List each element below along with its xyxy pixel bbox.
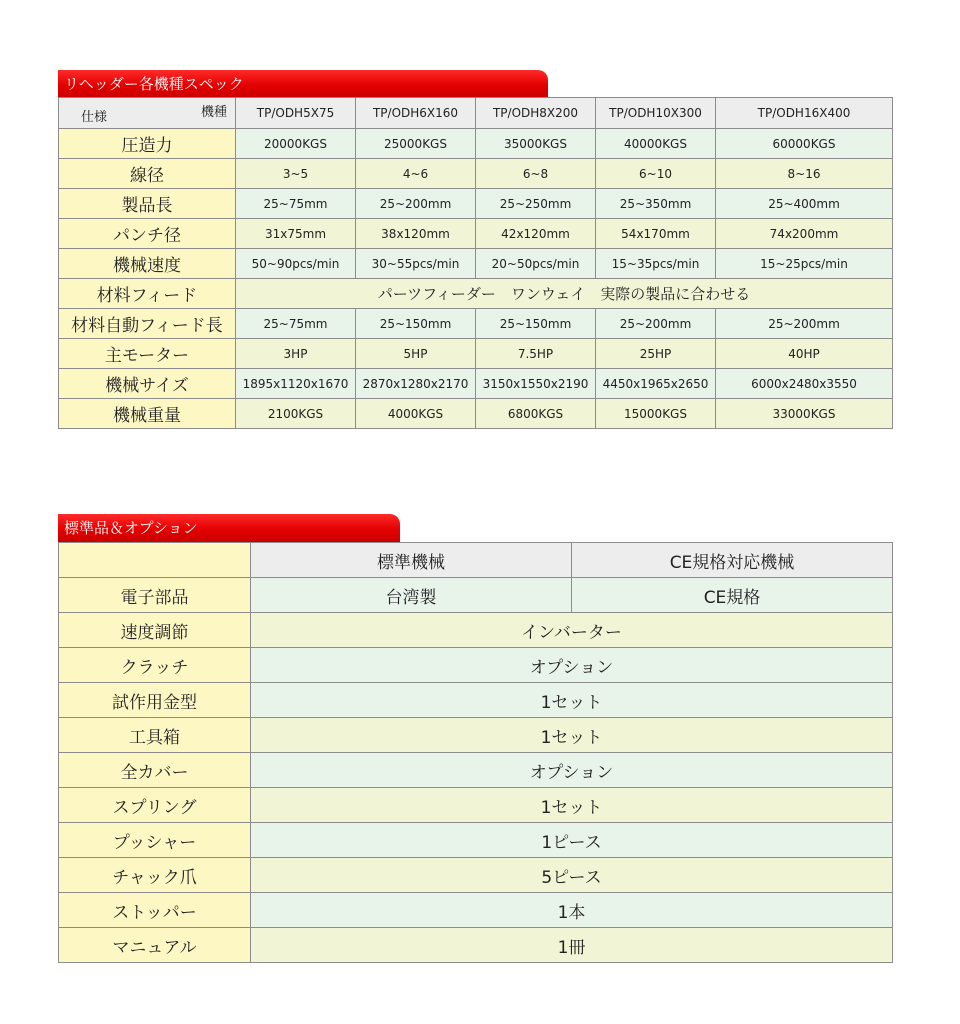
spec-cell: 25~200mm [596,309,716,339]
options-row-label: クラッチ [59,648,251,683]
spec-cell: 6~8 [476,159,596,189]
options-cell: 5ピース [251,858,893,893]
spec-cell: 30~55pcs/min [356,249,476,279]
spec-cell: 3~5 [236,159,356,189]
spec-cell: 2100KGS [236,399,356,429]
spec-cell: 6000x2480x3550 [716,369,893,399]
spec-cell: 5HP [356,339,476,369]
options-cell: 1セット [251,788,893,823]
spec-row [59,249,893,279]
corner-model-label: 機種 [200,105,227,120]
spec-row-label: 材料自動フィード長 [59,309,236,339]
spec-cell: 1895x1120x1670 [236,369,356,399]
spec-cell: 7.5HP [476,339,596,369]
spec-cell: 8~16 [716,159,893,189]
spec-row [59,189,893,219]
spec-row-label: 材料フィード [59,279,236,309]
spec-cell: 25~75mm [236,189,356,219]
spec-row-label: 圧造力 [59,129,236,159]
options-row [59,928,893,963]
spec-row [59,219,893,249]
spec-cell: 40HP [716,339,893,369]
options-header-row [59,543,893,578]
spec-cell: 25~400mm [716,189,893,219]
spec-cell: 25000KGS [356,129,476,159]
options-row [59,788,893,823]
options-cell: 1本 [251,893,893,928]
spec-row [59,369,893,399]
spec-cell: 6800KGS [476,399,596,429]
spec-row-label: 線径 [59,159,236,189]
spec-cell: 25~75mm [236,309,356,339]
options-cell: 1セット [251,683,893,718]
options-row [59,893,893,928]
options-row [59,858,893,893]
options-section-title: 標準品＆オプション [58,514,400,542]
feed-row [59,279,893,309]
options-row [59,823,893,858]
spec-cell: 6~10 [596,159,716,189]
options-cell: 1冊 [251,928,893,963]
spec-cell: 25~200mm [716,309,893,339]
options-row-label: ストッパー [59,893,251,928]
spec-header-row [59,98,893,129]
options-row-label: 全カバー [59,753,251,788]
options-row [59,648,893,683]
spec-cell: 40000KGS [596,129,716,159]
spec-cell: 42x120mm [476,219,596,249]
options-row-label: 工具箱 [59,718,251,753]
spec-cell: 50~90pcs/min [236,249,356,279]
options-cell: CE規格 [572,578,893,613]
options-column-header: CE規格対応機械 [572,543,893,578]
spec-cell: 25~250mm [476,189,596,219]
spec-corner-cell [59,98,236,129]
model-header: TP/ODH16X400 [716,98,893,129]
spec-row-label: 機械速度 [59,249,236,279]
spec-cell: 4450x1965x2650 [596,369,716,399]
options-row [59,753,893,788]
options-row [59,578,893,613]
corner-spec-label: 仕様 [81,110,108,125]
spec-cell: 2870x1280x2170 [356,369,476,399]
spec-row-label: 機械重量 [59,399,236,429]
spec-row [59,159,893,189]
spec-cell: 25~350mm [596,189,716,219]
spec-cell: 60000KGS [716,129,893,159]
options-row-label: 速度調節 [59,613,251,648]
spec-row-label: 主モーター [59,339,236,369]
spec-cell: 25~150mm [476,309,596,339]
options-row-label: プッシャー [59,823,251,858]
spec-cell: 25~200mm [356,189,476,219]
options-cell: オプション [251,753,893,788]
spec-cell: 4~6 [356,159,476,189]
options-row-label: チャック爪 [59,858,251,893]
spec-cell: 54x170mm [596,219,716,249]
model-header: TP/ODH5X75 [236,98,356,129]
spec-row [59,339,893,369]
spec-cell: 38x120mm [356,219,476,249]
options-row-label: 電子部品 [59,578,251,613]
spec-table [58,97,893,429]
feed-cell: パーツフィーダー ワンウェイ 実際の製品に合わせる [236,279,893,309]
options-column-header: 標準機械 [251,543,572,578]
model-header: TP/ODH6X160 [356,98,476,129]
spec-row [59,129,893,159]
options-row-label: スプリング [59,788,251,823]
spec-section-title: リヘッダー各機種スペック [58,70,548,98]
spec-cell: 25~150mm [356,309,476,339]
spec-cell: 15~35pcs/min [596,249,716,279]
spec-cell: 4000KGS [356,399,476,429]
options-row [59,613,893,648]
spec-cell: 35000KGS [476,129,596,159]
options-row [59,718,893,753]
spec-cell: 25HP [596,339,716,369]
spec-cell: 15000KGS [596,399,716,429]
spec-row [59,309,893,339]
spec-cell: 33000KGS [716,399,893,429]
options-cell: 1セット [251,718,893,753]
spec-row-label: 機械サイズ [59,369,236,399]
model-header: TP/ODH10X300 [596,98,716,129]
spec-cell: 15~25pcs/min [716,249,893,279]
spec-cell: 3150x1550x2190 [476,369,596,399]
spec-cell: 3HP [236,339,356,369]
spec-cell: 31x75mm [236,219,356,249]
spec-cell: 20000KGS [236,129,356,159]
model-header: TP/ODH8X200 [476,98,596,129]
options-row-label: 試作用金型 [59,683,251,718]
options-cell: インバーター [251,613,893,648]
options-corner-cell [59,543,251,578]
spec-row-label: 製品長 [59,189,236,219]
options-table [58,542,893,963]
options-cell: 台湾製 [251,578,572,613]
options-cell: 1ピース [251,823,893,858]
spec-row [59,399,893,429]
spec-cell: 74x200mm [716,219,893,249]
spec-row-label: パンチ径 [59,219,236,249]
options-cell: オプション [251,648,893,683]
spec-cell: 20~50pcs/min [476,249,596,279]
options-row [59,683,893,718]
options-row-label: マニュアル [59,928,251,963]
